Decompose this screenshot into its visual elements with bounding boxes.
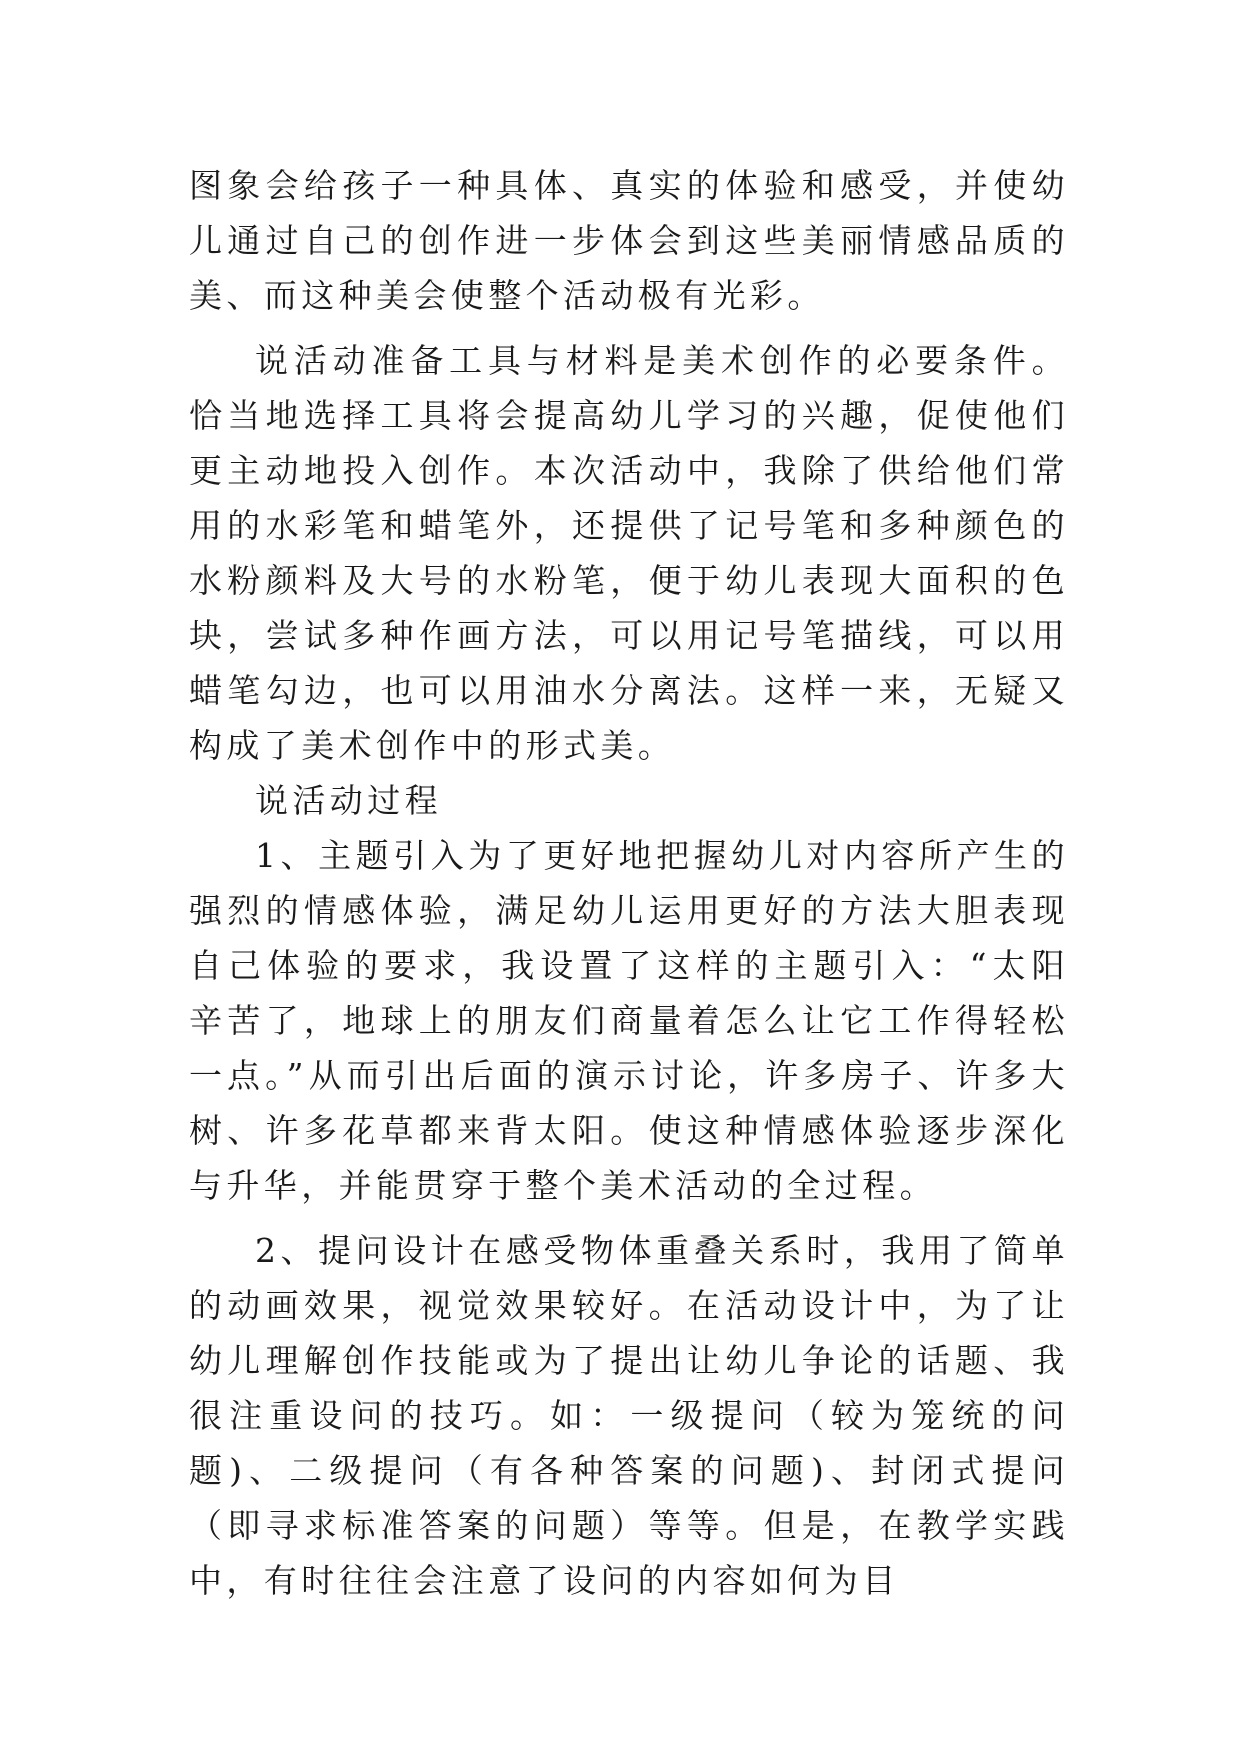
paragraph-question-design: 2、提问设计在感受物体重叠关系时，我用了简单的动画效果，视觉效果较好。在活动设计中，为了让幼儿理解创作技能或为了提出让幼儿争论的话题、我很注重设问的技巧。如：一级提问（较为笼统的问题)、二级提问（有各种答案的问题)、封闭式提问（即寻求标准答案的问题）等等。但是，在教学实践中，有时往往会注意了设问的内容如何为目 [189,1231,1069,1600]
paragraph-imagery-experience: 图象会给孩子一种具体、真实的体验和感受，并使幼儿通过自己的创作进一步体会到这些美丽情感品质的美、而这种美会使整个活动极有光彩。 [189,166,1069,315]
paragraph-theme-introduction: 1、主题引入为了更好地把握幼儿对内容所产生的强烈的情感体验，满足幼儿运用更好的方法大胆表现自己体验的要求，我设置了这样的主题引入：“太阳辛苦了，地球上的朋友们商量着怎么让它工作得轻松一点。”从而引出后面的演示讨论，许多房子、许多大树、许多花草都来背太阳。使这种情感体验逐步深化与升华，并能贯穿于整个美术活动的全过程。 [189,836,1069,1205]
section-heading-activity-process: 说活动过程 [255,781,442,820]
paragraph-activity-materials: 说活动准备工具与材料是美术创作的必要条件。恰当地选择工具将会提高幼儿学习的兴趣，促使他们更主动地投入创作。本次活动中，我除了供给他们常用的水彩笔和蜡笔外，还提供了记号笔和多种颜色的水粉颜料及大号的水粉笔，便于幼儿表现大面积的色块，尝试多种作画方法，可以用记号笔描线，可以用蜡笔勾边，也可以用油水分离法。这样一来，无疑又构成了美术创作中的形式美。 [189,341,1069,765]
document-body [189,158,1069,1608]
